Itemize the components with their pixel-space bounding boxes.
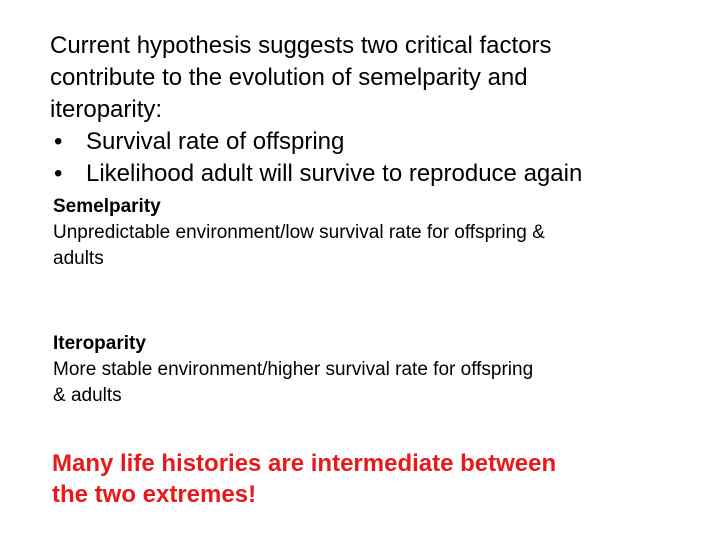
semelparity-description: Unpredictable environment/low survival rate for offspring & adults (53, 222, 545, 269)
factor-list (50, 126, 710, 190)
semelparity-title: Semelparity (53, 196, 161, 217)
intro-text: Current hypothesis suggests two critical factors contribute to the evolution of semelparity and iteroparity: (50, 32, 552, 123)
factor-offspring-survival: Survival rate of offspring (86, 128, 345, 155)
intro-block (50, 30, 710, 190)
list-item (50, 126, 710, 158)
iteroparity-section (53, 331, 693, 409)
semelparity-section (53, 194, 693, 272)
bullet-icon: • (54, 128, 63, 155)
conclusion-text: Many life histories are intermediate between the two extremes! (52, 450, 557, 508)
iteroparity-description: More stable environment/higher survival rate for offspring & adults (53, 359, 534, 406)
factor-adult-survival: Likelihood adult will survive to reproduce again (86, 160, 583, 187)
bullet-icon: • (54, 160, 63, 187)
iteroparity-title: Iteroparity (53, 333, 146, 354)
list-item (50, 158, 710, 190)
